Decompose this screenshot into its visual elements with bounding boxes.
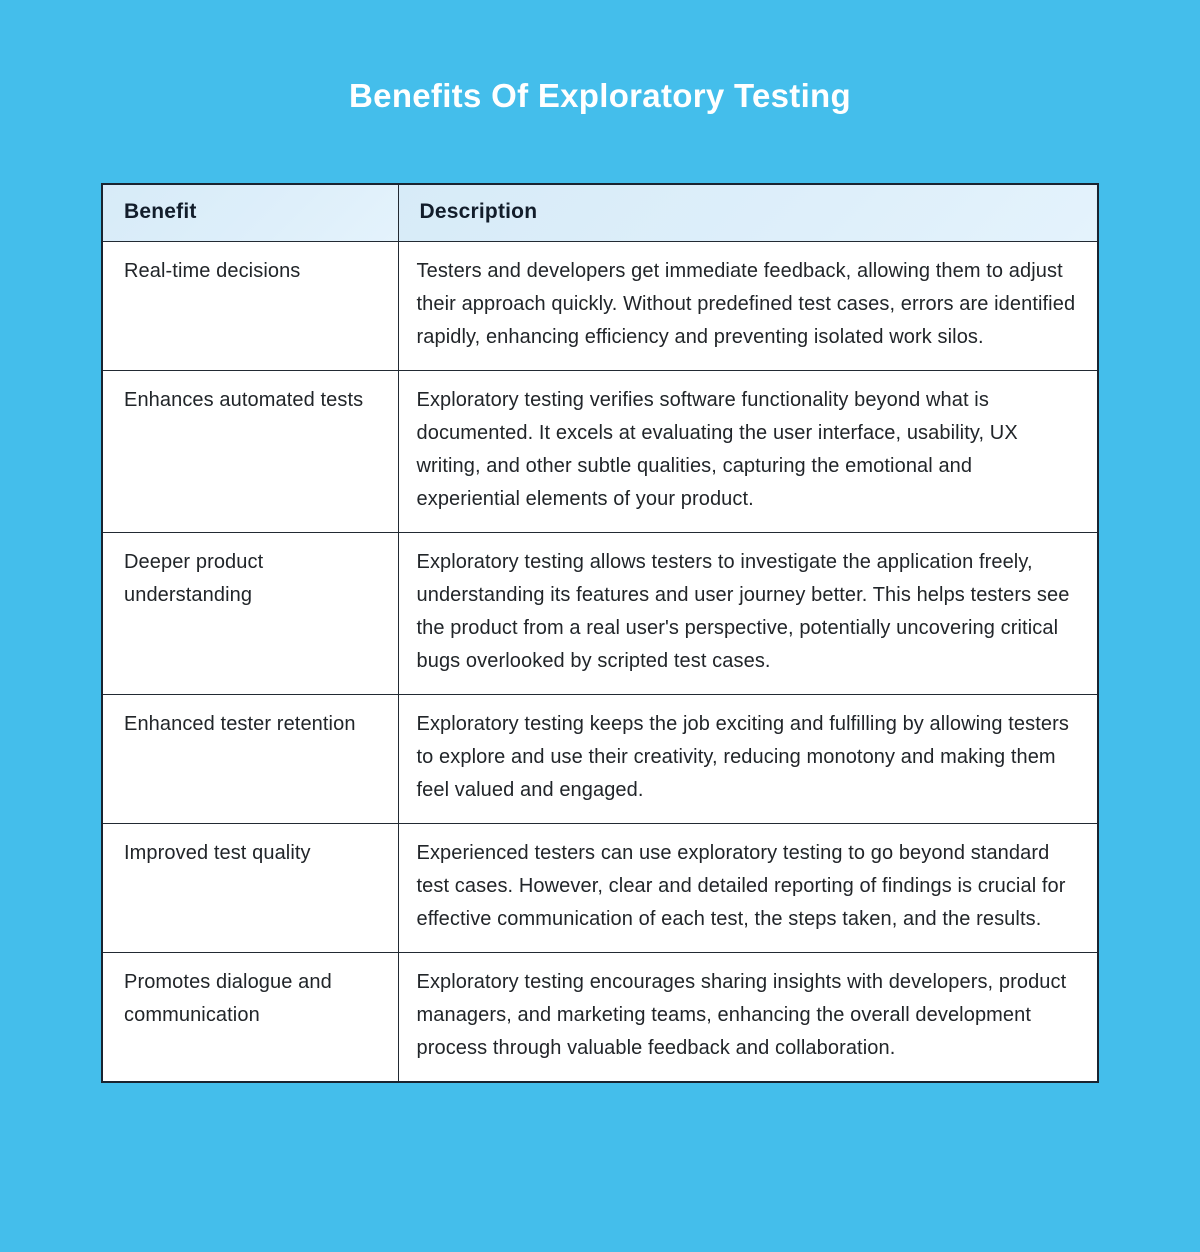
description-cell: Exploratory testing keeps the job exciting and fulfilling by allowing testers to explore and use their creativity, reducing monotony and making them feel valued and engaged.	[398, 694, 1098, 823]
table-row	[102, 370, 1098, 532]
benefit-cell: Enhances automated tests	[102, 370, 398, 532]
benefit-cell: Improved test quality	[102, 823, 398, 952]
page-title: Benefits Of Exploratory Testing	[349, 77, 851, 114]
benefit-cell: Real-time decisions	[102, 241, 398, 370]
description-cell: Exploratory testing encourages sharing insights with developers, product managers, and marketing teams, enhancing the overall development process through valuable feedback and collaboration.	[398, 952, 1098, 1082]
benefit-cell: Enhanced tester retention	[102, 694, 398, 823]
column-header-benefit: Benefit	[102, 184, 398, 241]
table-row	[102, 241, 1098, 370]
table-row	[102, 952, 1098, 1082]
benefits-table	[101, 183, 1099, 1083]
column-header-description: Description	[398, 184, 1098, 241]
description-cell: Exploratory testing verifies software functionality beyond what is documented. It excels at evaluating the user interface, usability, UX writing, and other subtle qualities, capturing the emotional and experiential elements of your product.	[398, 370, 1098, 532]
table-row	[102, 532, 1098, 694]
description-cell: Experienced testers can use exploratory testing to go beyond standard test cases. However, clear and detailed reporting of findings is crucial for effective communication of each test, the steps taken, and the results.	[398, 823, 1098, 952]
table-row	[102, 823, 1098, 952]
table-header-row	[102, 184, 1098, 241]
benefit-cell: Deeper product understanding	[102, 532, 398, 694]
benefit-cell: Promotes dialogue and communication	[102, 952, 398, 1082]
description-cell: Exploratory testing allows testers to investigate the application freely, understanding its features and user journey better. This helps testers see the product from a real user's perspective, potentially uncovering critical bugs overlooked by scripted test cases.	[398, 532, 1098, 694]
table-row	[102, 694, 1098, 823]
description-cell: Testers and developers get immediate feedback, allowing them to adjust their approach quickly. Without predefined test cases, errors are identified rapidly, enhancing efficiency and preventing isolated work silos.	[398, 241, 1098, 370]
